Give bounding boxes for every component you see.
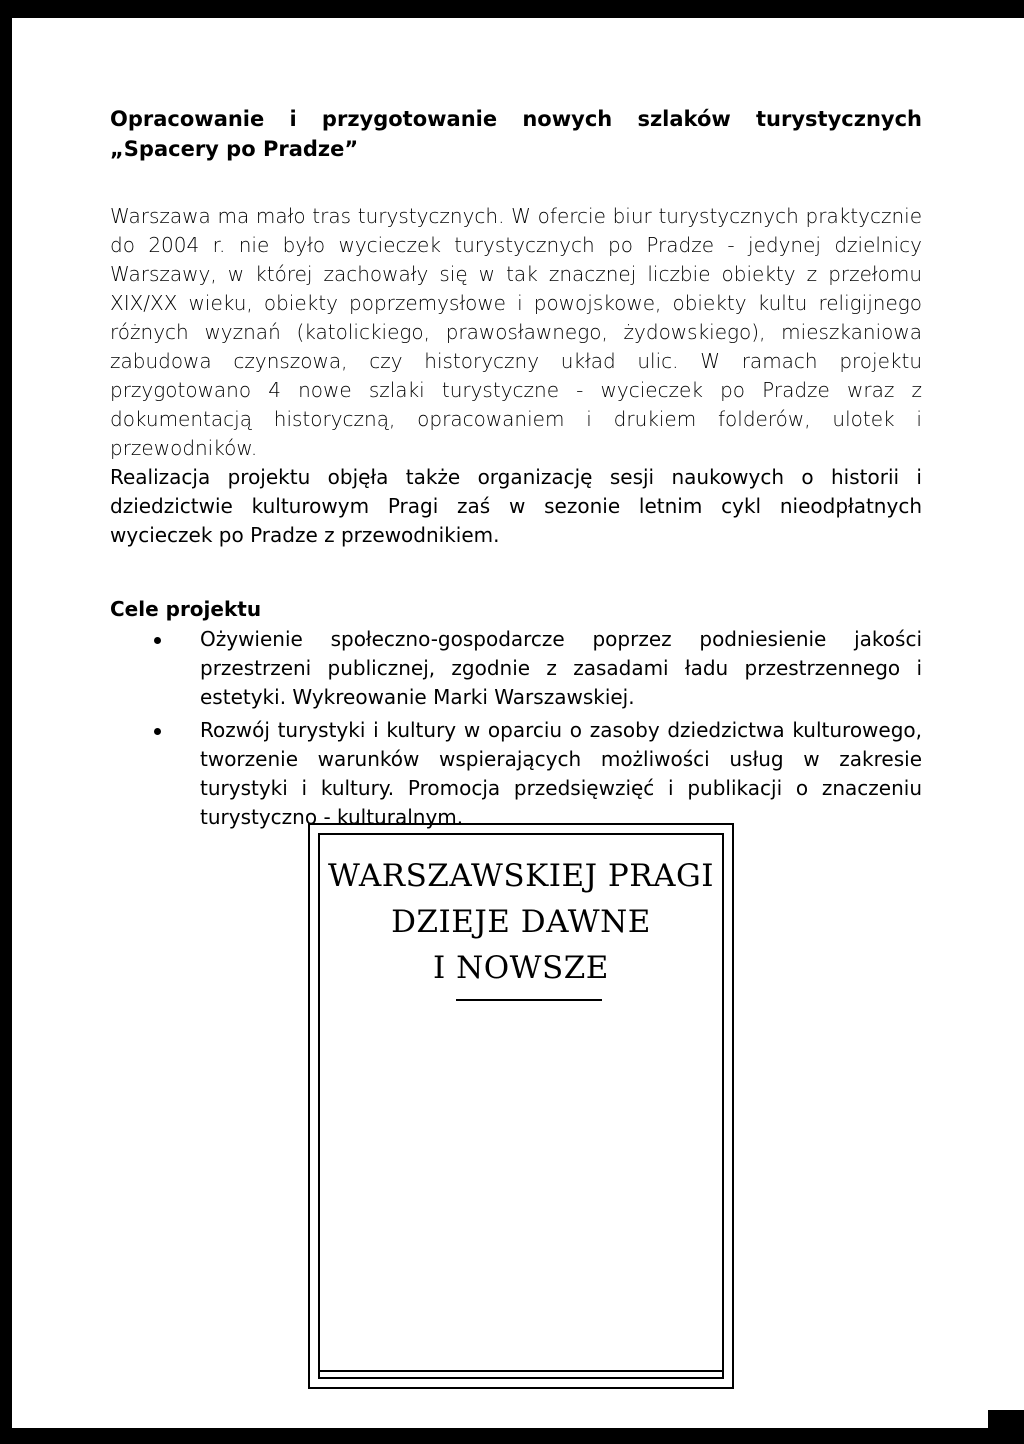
scan-border-left [0, 0, 12, 1444]
book-cover-bottom-rule [320, 1370, 722, 1372]
heading-line-1: Opracowanie i przygotowanie nowych szlaków turystycznych [110, 107, 922, 131]
intro-paragraph-1: Warszawa ma mało tras turystycznych. W ofercie biur turystycznych praktycznie do 2004 r. nie było wycieczek turystycznych po Pradze - jedynej dzielnicy Warszawy, w której zachowały się w tak znacznej liczbie obiekty z przełomu XIX/XX wieku, obiekty poprzemysłowe i powojskowe, obiekty kultu religijnego różnych wyznań (katolickiego, prawosławnego, żydowskiego), mieszkaniowa zabudowa czynszowa, czy historyczny układ ulic. W ramach projektu przygotowano 4 nowe szlaki turystyczne - wycieczek po Pradze wraz z dokumentacją historyczną, opracowaniem i drukiem folderów, ulotek i przewodników. [110, 204, 922, 460]
goal-item-text: Ożywienie społeczno-gospodarcze poprzez podniesienie jakości przestrzeni publicznej, zgodnie z zasadami ładu przestrzennego i estetyki. Wykreowanie Marki Warszawskiej. [200, 627, 922, 709]
bullet-icon [154, 637, 161, 644]
scan-border-top [0, 0, 1024, 18]
book-title-line-2: DZIEJE DAWNE [391, 904, 651, 940]
intro-paragraph-2: Realizacja projektu objęła także organizację sesji naukowych o historii i dziedzictwie kulturowym Pragi zaś w sezonie letnim cykl nieodpłatnych wycieczek po Pradze z przewodnikiem. [110, 465, 922, 547]
scan-border-corner [988, 1410, 1024, 1444]
book-cover-inner-frame [318, 833, 724, 1379]
book-title-line-3: I NOWSZE [433, 950, 609, 986]
bullet-icon [154, 728, 161, 735]
goal-item [110, 625, 922, 712]
book-cover-rule [456, 999, 602, 1001]
book-cover [308, 823, 734, 1389]
goals-list [110, 625, 922, 832]
book-title-line-1: WARSZAWSKIEJ PRAGI [328, 858, 714, 894]
scan-border-bottom [0, 1428, 1024, 1444]
document-body [110, 104, 922, 836]
heading-line-2: „Spacery po Pradze” [110, 137, 359, 161]
goals-title: Cele projektu [110, 597, 262, 621]
goal-item-text: Rozwój turystyki i kultury w oparciu o zasoby dziedzictwa kulturowego, tworzenie warunków wspierających możliwości usług w zakresie turystyki i kultury. Promocja przedsięwzięć i publikacji o znaczeniu turystyczno - kulturalnym. [200, 718, 922, 829]
goal-item [110, 716, 922, 832]
book-cover-title [320, 853, 722, 991]
